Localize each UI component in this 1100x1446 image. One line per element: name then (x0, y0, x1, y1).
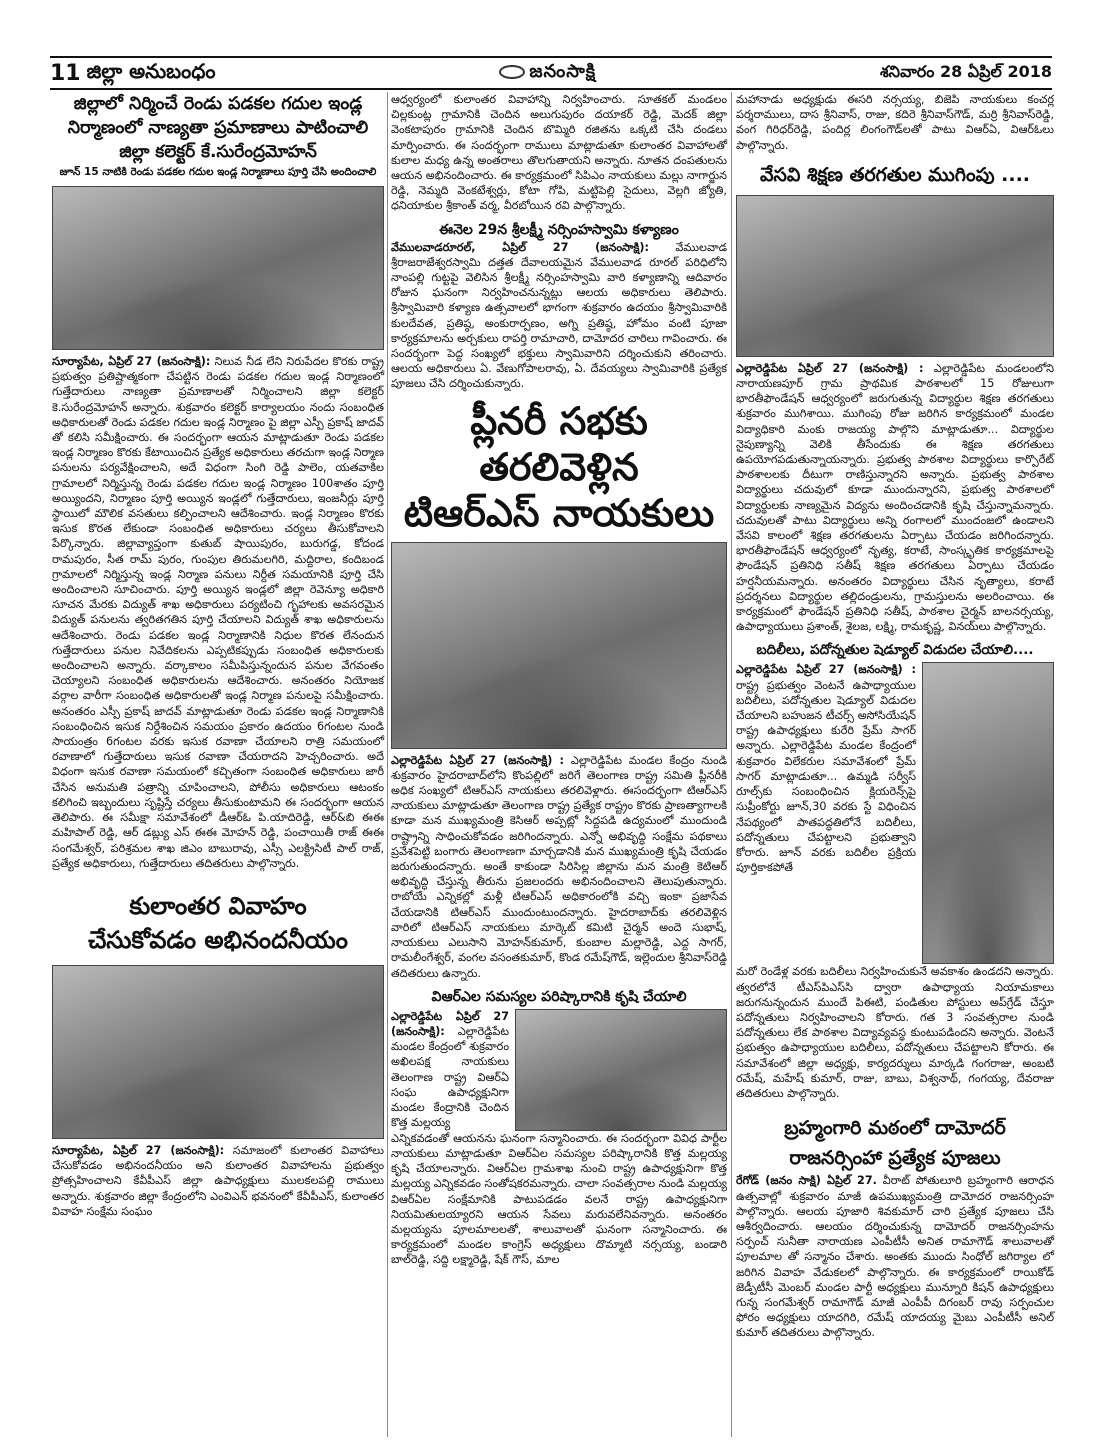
column-divider (387, 92, 388, 1437)
logo-swoosh-icon (499, 65, 525, 79)
transfers-row (736, 662, 1054, 964)
body-text: వీరాట్ పోతులూరి బ్రహ్మంగారి ఆరాధన ఉత్సవాల్లో శుక్రవారం మాజీ ఉపముఖ్యమంత్రి దామోదర రాజనర్సింహ పాల్గొన్నారు. ఆలయ పూజారి శివకుమార్ చారి ప్రత్యేక పూజలు చేసి ఆశీర్వదించారు. ఆలయం దర్శించుకున్న దామోదర్ రాజనర్సింహను సర్పంచ్ సునీతా నారాయణ ఎంపీటీసీ అనిత రామాగౌడ్ శాలువాలతో పూలమాల తో సన్మానం చేశారు. అంతకు ముందు సింధోల్ జగిర్యాల లో జరిగిన వివాహ వేడుకలలో పాల్గొన్నారు. ఈ కార్యక్రమంలో రాయికోడ్ జెడ్పీటీసీ మెంబర్ మండల పార్టీ అధ్యక్షులు మున్నూరి కిషన్ ఉపాధ్యక్షులు గున్న సంగమేశ్వర్ రామాగౌడ్ మాజీ ఎంపీపీ దిగంబర్ రావు సర్పంచుల ఫోరం అధ్యక్షులు యాదగిరి, రమేష్ యాదయ్య మైబు ఎంపీటీసీ అనిల్ కుమార్ తదితరులు పాల్గొన్నారు. (736, 1174, 1055, 1340)
newspaper-logo (499, 61, 596, 86)
body-text: రాష్ట్ర ప్రభుత్వం వెంటనే ఉపాధ్యాయుల బదిలీలు, పదోన్నతుల షెడ్యూల్ విడుదల చేయాలని బహుజన టీచర్స్ అసోసియేషన్ రాష్ట్ర ఉపాధ్యక్షులు కురేరి ప్రేమ్ సాగర్ అన్నారు. ఎల్లారెడ్డిపేట మండల కేంద్రంలో శుక్రవారం విలేకరుల సమావేశంలో ప్రేమ్ సాగర్ మాట్లాడుతూ... ఉమ్మడి సర్వీస్ రూల్స్‌కు సంబంధించిన క్లియరెన్స్‌పై సుప్రీంకోర్టు జూన్,30 వరకు స్టే విధించిన నేపథ్యంలో పాతపద్ధతిలోనే బదిలీలు, పదోన్నతులు చేపట్టాలని ప్రభుత్వాని కోరారు. జూన్ వరకు బదిలీల ప్రక్రియ పూర్తికాకపోతే (736, 678, 916, 875)
body-text: ఎల్లారెడ్డిపేట మండల కేంద్రంలో శుక్రవారం అఖిలపక్ష నాయకులు తెలంగాణ రాష్ట్ర విఆర్ఏ సంఘ ఉపాధ్యక్షునిగా మండల కేంద్రానికి చెందిన కొత్త మల్లయ్య (391, 1024, 509, 1130)
headline: జిల్లాలో నిర్మించే రెండు పడకల గదుల ఇండ్ల (73, 94, 363, 114)
article-body (391, 240, 727, 392)
wedding-photo (52, 965, 384, 1139)
article-intercaste (52, 889, 384, 1219)
headline: టిఆర్ఎస్ నాయకులు (403, 490, 715, 535)
dateline: సూర్యాపేట, ఏప్రిల్ 27 (జనంసాక్షి): (52, 355, 211, 368)
dateline: ఎల్లారెడ్డిపేట ఏప్రిల్ 27 (జనంసాక్షి) : (391, 753, 565, 767)
page-number: 11 (50, 60, 81, 86)
dateline: ఎల్లారెడ్డిపేట ఏప్రిల్ 27 (జనంసాక్షి) : (736, 663, 916, 677)
article-trs-plenary (391, 398, 727, 981)
headline: బ్రహ్మంగారి మఠంలో దామోదర్ (784, 1117, 1006, 1140)
headline: ప్లీనరీ సభకు తరలివెళ్లిన (470, 398, 648, 489)
body-text: వేములవాడ శ్రీరాజరాజేశ్వరస్వామి దత్తత దేవాలయమైన వేములవాడ రూరల్ పరిధిలోని నాంపల్లి గుట్టపై వెలిసిన శ్రీలక్ష్మీ నర్సింహస్వామి వారి కళ్యాణాన్ని ఆదివారం రోజున ఘనంగా నిర్వహించనున్నట్లు ఆలయ అధికారులు తెలిపారు. శ్రీస్వామివారి కళ్యాణ ఉత్సవాలలో భాగంగా శుక్రవారం ఉదయం శ్రీస్వామివారికి కులదేవత, ప్రతిష్ఠ, అంకురార్పణం, అగ్ని ప్రతిష్ఠ, హోమం వంటి పూజా కార్యక్రమాలను అర్చకులు రాపర్తి రామాచారి, దామోదర చారిలు గావించారు. ఈ సందర్భంగా పెద్ద సంఖ్యలో భక్తులు స్వామివారిని దర్శించుకుని తరించారు. ఆలయ అధికారులు ఏ. వేణుగోపాలరావు, ఏ. దేవయ్యలు స్వామివారికి ప్రత్యేక పూజలు చేసి దర్శించుకున్నారు. (391, 240, 727, 391)
masthead (50, 56, 1052, 90)
logo-text: జనంసాక్షి (529, 60, 597, 82)
issue-date: శనివారం 28 ఏప్రిల్ 2018 (879, 61, 1052, 81)
body-text: ఎల్లారెడ్డిపేట మండల కేంద్రం నుండి శుక్రవారం హైదరాబాద్‌లోని కొంపల్లిలో జరిగే తెలంగాణ రాష్ట్ర సమితి ప్లీనరీకి అధిక సంఖ్యలో టిఆర్ఎస్ నాయకులు తరలివెళ్లారు. ఈసందర్భంగా టిఆర్ఎస్ నాయకులు మాట్లాడుతూ తెలంగాణ రాష్ట్ర ప్రత్యేక రాష్ట్రం కొరకు ప్రాణత్యాగాలకి కూడా మన ముఖ్యమంత్రి కెసిఆర్ అప్పట్లో సిద్దపడి ఉద్యమంలో ముందుండి రాష్ట్రాన్ని సాధించుకోవడం జరిగిందన్నారు. ఎన్నో అభివృద్ధి సంక్షేమ పథకాలు ప్రవేశపెట్టి బంగారు తెలంగాణగా మార్చడానికి మన ముఖ్యమంత్రి కృషి చేయడం జరుగుతుందన్నారు. అంతే కాకుండా సిరిసిల్ల జిల్లాను మన మంత్రి కెటిఆర్ అభివృద్ధి చేస్తున్న తీరును ప్రజలందరు అభినందించాలని తెలుపుతున్నారు. రాబోయే ఎన్నికల్లో మళ్లీ టిఆర్ఎస్ అధికారంలోకి వచ్చి ఇంకా ప్రజాసేవ చేయడానికి టిఆర్ఎస్ ముందుంటుందన్నారు. హైదరాబాద్‌కు తరలివెళ్లిన వారిలో టిఆర్ఎస్ నాయకులు మార్కెట్ కమిటి చైర్మన్ అందె సుభాష్, నాయకులు ఎలుసాని మోహన్‌కుమార్, కుంబాల మల్లారెడ్డి, ఎద్ద సాగర్, రామలీంగేశ్వర్, వంగల వసంతకుమార్, కొండ రమేష్‌గౌడ్, ఇల్లెందుల శ్రీనివాస్‌రెడ్డి తదితరులు ఉన్నారు. (391, 753, 727, 980)
column-3 (736, 92, 1054, 1341)
article-body (736, 361, 1054, 635)
dateline: ఎల్లారెడ్డిపేట ఏప్రిల్ 27 (జనంసాక్షి) : (736, 361, 924, 375)
dateline: వేములవాడరూరల్, ఏప్రిల్ 27 (జనంసాక్షి): (391, 240, 649, 254)
article-housing (52, 92, 384, 871)
headline: ఈనెల 29న శ్రీలక్ష్మీ నర్సింహస్వామి కళ్యాణం (439, 221, 679, 238)
felicitation-photo (515, 1009, 727, 1131)
article-body (736, 1173, 1054, 1340)
body-text: ఎల్లారెడ్డిపేట మండలంలోని నారాయణపూర్ గ్రామ ప్రాథమిక పాఠశాలలో 15 రోజులుగా భారతీఫౌండేషన్ ఆధ్వర్యంలో జరుగుతున్న విద్యార్థుల శిక్షణ తరగతులు శుక్రవారం ముగిశాయి. ముగింపు రోజు జరిగిన కార్యక్రమంలో మండల విద్యాధికారి మంకు రాజయ్య పాల్గొని మాట్లాడుతూ... విద్యార్థుల నైపుణ్యాన్ని వెలికి తీసేందుకు ఈ శిక్షణ తరగతులు ఉపయోగపడుతున్నాయన్నారు. ప్రభుత్వ పాఠశాల విద్యార్థులు కార్పొరేట్ పాఠశాలలకు దీటుగా రాణిస్తున్నారని అన్నారు. ప్రభుత్వ పాఠశాల విద్యార్థులు చదువులో కూడా ముందున్నారని, ప్రభుత్వ పాఠశాలలో విద్యార్థులకు నాణ్యమైన విద్యను అందించడానికి కృషి చేస్తున్నామన్నారు. చదువులతో పాటు విద్యార్థులు అన్ని రంగాలలో ముందంజలో ఉండాలని వేసవి కాలంలో శిక్షణ తరగతులను ఏర్పాటు చేయడం జరిగిందన్నారు. భారతీఫౌండేషన్ ఆధ్వర్యంలో నృత్య, కరాటే, సాంస్కృతిక కార్యక్రమాలపై ఫౌండేషన్ ప్రతినిధి సతీష్ శిక్షణ తరగతులు ఏర్పాటు చేయడం హర్షనీయమన్నారు. అనంతరం విద్యార్థులు చేసిన నృత్యాలు, కరాటే ప్రదర్శనలు విద్యార్థుల తల్లిదండ్రులను, గ్రామస్తులను అలరించాయి. ఈ కార్యక్రమంలో ఫౌండేషన్ ప్రతినిధి సతీష్, పాఠశాల చైర్మన్ బాలనర్సయ్య, ఉపాధ్యాయులు ప్రశాంత్, శైలజ, లక్ష్మి, రామకృష్ణ, వినయ్‌లు పాల్గొన్నారు. (736, 361, 1054, 634)
subhead: జిల్లా కలెక్టర్ కే.సురేంద్రమోహన్ (119, 142, 317, 162)
headline: బదిలీలు, పదోన్నతుల షెడ్యూల్ విడుదల చేయాలి.... (756, 642, 1034, 659)
dateline: ఎల్లారెడ్డిపేట ఏప్రిల్ 27 (జనంసాక్షి): (391, 1009, 509, 1038)
dateline: రేగోడ్ (జనం సాక్షి) ఏప్రిల్ 27. (736, 1174, 877, 1188)
portrait-photo (922, 662, 1054, 964)
headline: వేసవి శిక్షణ తరగతుల ముగింపు .... (759, 163, 1031, 186)
article-vra (391, 987, 727, 1268)
headline: విఆర్ఎల సమస్యల పరిష్కారానికి కృషి చేయాలి (431, 988, 687, 1005)
article-summer-camp (736, 161, 1054, 635)
article-damodar (736, 1113, 1054, 1340)
body-text: నిలువ నీడ లేని నిరుపేదల కొరకు రాష్ట్ర ప్రభుత్వం ప్రతిష్టాత్మకంగా చేపట్టిన రెండు పడకల గదుల ఇండ్ల నిర్మాణంలో గుత్తేదారులు నాణ్యతా ప్రమాణాలతో నిర్మించాలని జిల్లా కలెక్టర్ కె.సురేంద్రమోహన్ అన్నారు. శుక్రవారం కలెక్టర్ కార్యాలయం నందు సంబంధిత అధికారులతో రెండు పడకల గదుల ఇండ్ల నిర్మాణం పై జిల్లా ఎస్పీ ప్రకాష్ జాదవ్ తో కలిసి సమీక్షించారు. ఈ సందర్భంగా ఆయన మాట్లాడుతూ రెండు పడకల ఇండ్ల నిర్మాణం కొరకు కేటాయించిన ప్రత్యేక అధికారులు తరచుగా ఇండ్ల నిర్మాణ పనులను పర్యవేక్షించాలని, అదే విధంగా సింగి రెడ్డి పాలెం, యతవాకిల గ్రామాలలో నిర్మిస్తున్న రెండు పడకల గదుల ఇండ్ల నిర్మాణం 100శాతం పూర్తి అయ్యిందని, నిర్మాణం పూర్తి అయ్యిన ఇండ్లలో గుత్తేదారులు, ఇంజనీర్లు పూర్తి స్థాయిలో మౌలిక వసతులు కల్పించాలని ఆదేశించారు. ఇండ్ల నిర్మాణం కొరకు ఇసుక కొరత లేకుండా సంబంధిత అధికారులు చర్యలు తీసుకోవాలని పేర్కొన్నారు. జిల్లావ్యాప్తంగా కుతుబ్ షాయిపురం, బురుగడ్డ, కోదండ రామపురం, సీత రామ్ పురం, గుంపుల తిరుమలగిరి, మద్దిరాల, కందిబండ గ్రామాలలో నిర్మిస్తున్న ఇండ్ల నిర్మాణ పనులు నిర్దీత సమయానికి పూర్తి చేసి అందించాలని సూచించారు. పూర్తి అయ్యిన ఇండ్లలో జిల్లా రెవెన్యూ అధికారి సూచన మేరకు విద్యుత్ శాఖ అధికారులు పర్యటించి గృహాలకు అవసరమైన విద్యుత్ పనులను త్వరితగతిన పూర్తి చేయాలని విద్యుత్ శాఖ అధికారులను ఆదేశించారు. రెండు పడకల ఇండ్ల నిర్మాణానికి నిధుల కొరత లేనందున గుత్తేదారులు పనుల నివేదికలను ఎప్పటికప్పుడు సంబంధిత అధికారులకు అందించాలని అన్నారు. వర్కాకాలం సమీపిస్తున్నందున పనుల వేగవంతం చెయ్యాలని సంబంధిత అధికారులను ఆదేశించారు. అనంతరం నియోజక వర్గాల వారీగా సంబంధిత అధికారులతో ఇండ్ల నిర్మాణ పనులపై సమీక్షించారు. అనంతరం ఎస్పీ ప్రకాష్ జాదవ్ మాట్లాడుతూ రెండు పడకల ఇండ్ల నిర్మాణానికి సంబంధించిన ఇసుక నిర్దేశించిన సమయం ప్రకారం ఉదయం 6గంటల నుండి సాయంత్రం 6గంటల వరకు ఇసుక రవాణా చేయాలని రాత్రి సమయంలో రవాణాలో గుత్తేదారులు ఇసుక రవాణా చేయరాదని హెచ్చరించారు. అదే విధంగా ఇసుక రవాణా సమయంలో కచ్చితంగా సంబంధిత అధికారులు జారీ చేసిన అనుమతి పత్రాన్ని చూపించాలని, పోలీసు అధికారులు ఆటంకం కలిగించి ఇబ్బందులు సృష్టిస్తే చర్యలు తీసుకుంటామని ఈ సందర్భంగా ఆయన తెలిపారు. ఈ సమీక్షా సమావేశంలో డీఆర్ఓ పి.యాదిరెడ్డి, ఆర్&బి ఈఈ మహిపాల్ రెడ్డి, ఆర్ డబ్ల్యు ఎస్ ఈఈ మోహన్ రెడ్డి, పంచాయితీ రాజ్ ఈఈ సంగమేశ్వర్, పరిశ్రమల శాఖ జిఎం బాబురావు, ఎస్సీ ఎలక్ట్రిసిటీ పాల్ రాజ్, ప్రత్యేక అధికారులు, గుత్తేదారులు తదితరులు పాల్గొన్నారు. (52, 355, 384, 870)
group-photo (391, 542, 727, 749)
page-section (50, 59, 216, 88)
article-body (391, 753, 727, 981)
headline: రాజనర్సింహా ప్రత్యేక పూజలు (789, 1147, 1001, 1170)
dateline: సూర్యాపేట, ఏప్రిల్ 27 (జనంసాక్షి): (52, 1143, 225, 1157)
article-body: మరో రెండేళ్ల వరకు బదిలీలు నిర్వహించుకునే అవకాశం ఉండదని అన్నారు. త్వరలోనే టీఎస్‌పిఎస్‌సి ద్వారా ఉపాధ్యాయ నియామకాలు జరుగనున్నందున ముందే పిఈటి, పండితుల పోస్టులు అప్‌గ్రేడ్ చేస్తూ పదోన్నతులు నిర్వహించాలని కోరారు. గత 3 సంవత్సరాల నుండి పదోన్నతులు లేక పాఠశాల విద్యావ్యవస్థ కుంటుపడిందని అన్నారు. వెంటనే ప్రభుత్వం ఉపాధ్యాయుల బదిలీలు, పదోన్నతులు చేపట్టాలని కోరారు. ఈ సమావేశంలో జిల్లా అధ్యక్షు, కార్యదర్శులు మార్కడి గంగరాజు, అంబటి రమేష్, మహేష్ కుమార్, రాజు, బాబు, విశ్వనాథ్, గంగయ్య, దేవరాజు తదితరులు పాల్గొన్నారు. (736, 965, 1054, 1101)
article-continuation: ఆధ్వర్యంలో కులాంతర వివాహాన్ని నిర్వహించారు. సూతకల్ మండలం చిల్లకుంట్ల గ్రామానికి చెందిన అలుగుపురం దయాకర్ రెడ్డి, మెదక్ జిల్లా వెంకటాపురం గ్రామానికి చెందిన బొమ్మిరి రజితను ఒక్కటి చేసి దండలు మార్పించారు. ఈ సందర్భంగా రాములు మాట్లాడుతూ కులాంతర వివాహాలతో కులాల మధ్య ఉన్న అంతరాలు తొలగుతాయని అన్నారు. నూతన దంపతులను ఆయన అభినందించారు. ఈ కార్యక్రమంలో సిపిఎం నాయకులు మల్లు నాగార్జున రెడ్డి, నెమ్మది వెంకటేశ్వర్లు, కోటా గోపి, మట్టిపెల్లి సైదులు, వెల్లగి జ్యోతి, ధనియాకుల శ్రీకాంత్ వర్మ, వీరబోయిన రవి పాల్గొన్నారు. (391, 93, 727, 213)
article-kalyanam (391, 220, 727, 392)
article-continuation: మహానాడు అధ్యక్షుడు ఈసరి నర్సయ్య, బిజెపి నాయకులు కంచర్ల పర్శరాములు, దాస శ్రీనివాస్, రాజు, కదిరె శ్రీనివాస్‌గౌడ్, మర్రి శ్రీనివాస్‌రెడ్డి, వంగ గిరిధర్‌రెడ్డి, పందిర్ల లింగంగౌడ్‌లతో పాటు విఆర్ఏ, విఆర్ఓలు పాల్గొన్నారు. (736, 93, 1054, 152)
article-body (391, 1009, 509, 1131)
kicker: జూన్ 15 నాటికి రెండు పడకల గదుల ఇండ్ల నిర్మాణాలు పూర్తి చేసి అందించాలి (59, 166, 377, 178)
section-name: జిల్లా అనుబంధం (86, 58, 216, 83)
vra-row (391, 1009, 727, 1131)
article-body (736, 662, 916, 964)
meeting-photo (52, 186, 384, 350)
column-1 (52, 92, 384, 1219)
article-body: ఎన్నికవడంతో ఆయనను ఘనంగా సన్మానించారు. ఈ సందర్భంగా వివిధ పార్టీల నాయకులు మాట్లాడుతూ విఆర్ఏల సమస్యల పరిష్కారానికి కొత్త మల్లయ్య కృషి చేయాలన్నారు. విఆర్ఏల గ్రామశాఖ నుంచి రాష్ట్ర ఉపాధ్యక్షునిగా కొత్త మల్లయ్య ఎన్నికవడం సంతోషకరమన్నారు. చాలా సంవత్సరాల నుండి మల్లయ్య విఆర్ఏల సంక్షేమానికి పాటుపడడం వలనే రాష్ట్ర ఉపాధ్యక్షునిగా నియమితులయ్యారని ఆయన సేవలు మరువలేనివన్నారు. అనంతరం మల్లయ్యను పూలమాలలతో, శాలువాలతో ఘనంగా సన్మానించారు. ఈ కార్యక్రమంలో మండల కాంగ్రెస్ అధ్యక్షులు దొమ్మాటి నర్సయ్య, బండారి బాల్‌రెడ్డి, సద్ది లక్ష్మారెడ్డి, షేక్ గౌస్, మాల (391, 1131, 727, 1267)
column-divider (731, 92, 732, 1437)
classroom-photo (736, 195, 1054, 357)
headline: కులాంతర వివాహం (129, 891, 307, 920)
column-2 (391, 92, 727, 1268)
article-transfers (736, 640, 1054, 1101)
headline: చేసుకోవడం అభినందనీయం (88, 925, 348, 954)
headline: నిర్మాణంలో నాణ్యతా ప్రమాణాలు పాటించాలి (67, 118, 369, 138)
article-body (52, 1143, 384, 1219)
article-body (52, 354, 384, 871)
body-text: సమాజంలో కులాంతర వివాహాలు చేసుకోవడం అభినందనీయం అని కులాంతర వివాహాలను ప్రభుత్వం ప్రోత్సహించాలని కేవీపీఎస్ జిల్లా ఉపాధ్యక్షులు ములకలపల్లి రాములు అన్నారు. శుక్రవారం జిల్లా కేంద్రంలోని ఎంవిఎన్ భవనంలో కేవీపీఎస్, కులాంతర వివాహ సంక్షేమ సంఘం (52, 1143, 384, 1218)
